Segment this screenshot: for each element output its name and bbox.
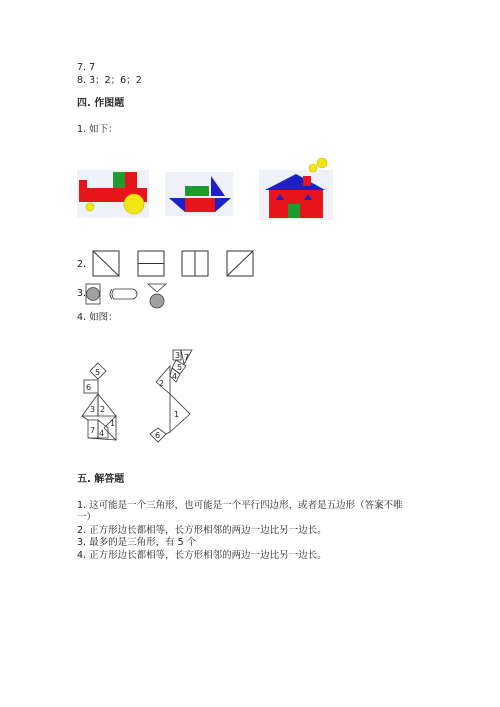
- house-chimney: [303, 176, 311, 186]
- q3-shapes: [84, 282, 174, 312]
- q2-label: 2.: [77, 259, 87, 270]
- shape-triangle: [148, 284, 166, 292]
- answer-5-4: 4. 正方形边长都相等，长方形相邻的两边一边比另一边长。: [77, 550, 327, 561]
- train-front: [79, 180, 87, 202]
- tr-label-3: 3: [175, 351, 181, 360]
- train-cab-red: [125, 172, 137, 188]
- q2-squares: [92, 250, 257, 278]
- tr-piece-1: [170, 394, 190, 432]
- square-4-diagonal: [227, 251, 253, 276]
- boat-cabin-left: [185, 186, 197, 196]
- house-door: [288, 204, 300, 218]
- shape-circle-gray: [87, 288, 100, 301]
- smoke-large: [317, 158, 327, 168]
- tangram-left: [80, 362, 130, 444]
- answer-7: 7. 7: [77, 62, 96, 73]
- square-1-diagonal: [93, 251, 119, 276]
- answer-5-2: 2. 正方形边长都相等，长方形相邻的两边一边比另一边长。: [77, 525, 327, 536]
- section-5-title: 五. 解答题: [77, 474, 125, 485]
- q1-label: 1. 如下：: [77, 124, 118, 135]
- tr-label-5: 5: [177, 363, 183, 372]
- tr-label-7: 7: [184, 353, 190, 362]
- tl-label-7: 7: [90, 426, 96, 435]
- boat-hull-mid: [185, 198, 215, 212]
- tr-label-2: 2: [159, 379, 165, 388]
- tl-label-2: 2: [100, 405, 106, 414]
- train-body: [87, 188, 115, 202]
- tr-label-6: 6: [155, 431, 161, 440]
- section-4-title: 四. 作图题: [77, 98, 125, 109]
- shape-circle-gray-2: [150, 294, 164, 308]
- q3-label: 3.: [77, 288, 87, 299]
- smoke-small: [309, 164, 317, 172]
- tr-label-4: 4: [172, 372, 178, 381]
- q4-label: 4. 如图：: [77, 312, 118, 323]
- tr-label-1: 1: [174, 410, 180, 419]
- shape-capsule: [112, 289, 137, 299]
- answer-8: 8. 3；2；6；2: [77, 75, 142, 86]
- train-cab-green: [113, 172, 125, 188]
- tl-label-6: 6: [86, 383, 92, 392]
- tl-label-3: 3: [90, 405, 96, 414]
- q1-figures: [77, 150, 337, 222]
- tl-label-5: 5: [95, 368, 101, 377]
- answer-5-1-line2: 一）: [77, 512, 97, 523]
- answer-5-1-line1: 1. 这可能是一个三角形，也可能是一个平行四边形，或者是五边形（答案不唯: [77, 500, 403, 511]
- boat-cabin-right: [197, 186, 209, 196]
- tl-label-1: 1: [110, 419, 116, 428]
- train-small-wheel: [86, 203, 94, 211]
- tl-label-4: 4: [99, 429, 105, 438]
- train-big-wheel: [124, 194, 144, 214]
- answer-5-3: 3. 最多的是三角形，有 5 个: [77, 537, 197, 548]
